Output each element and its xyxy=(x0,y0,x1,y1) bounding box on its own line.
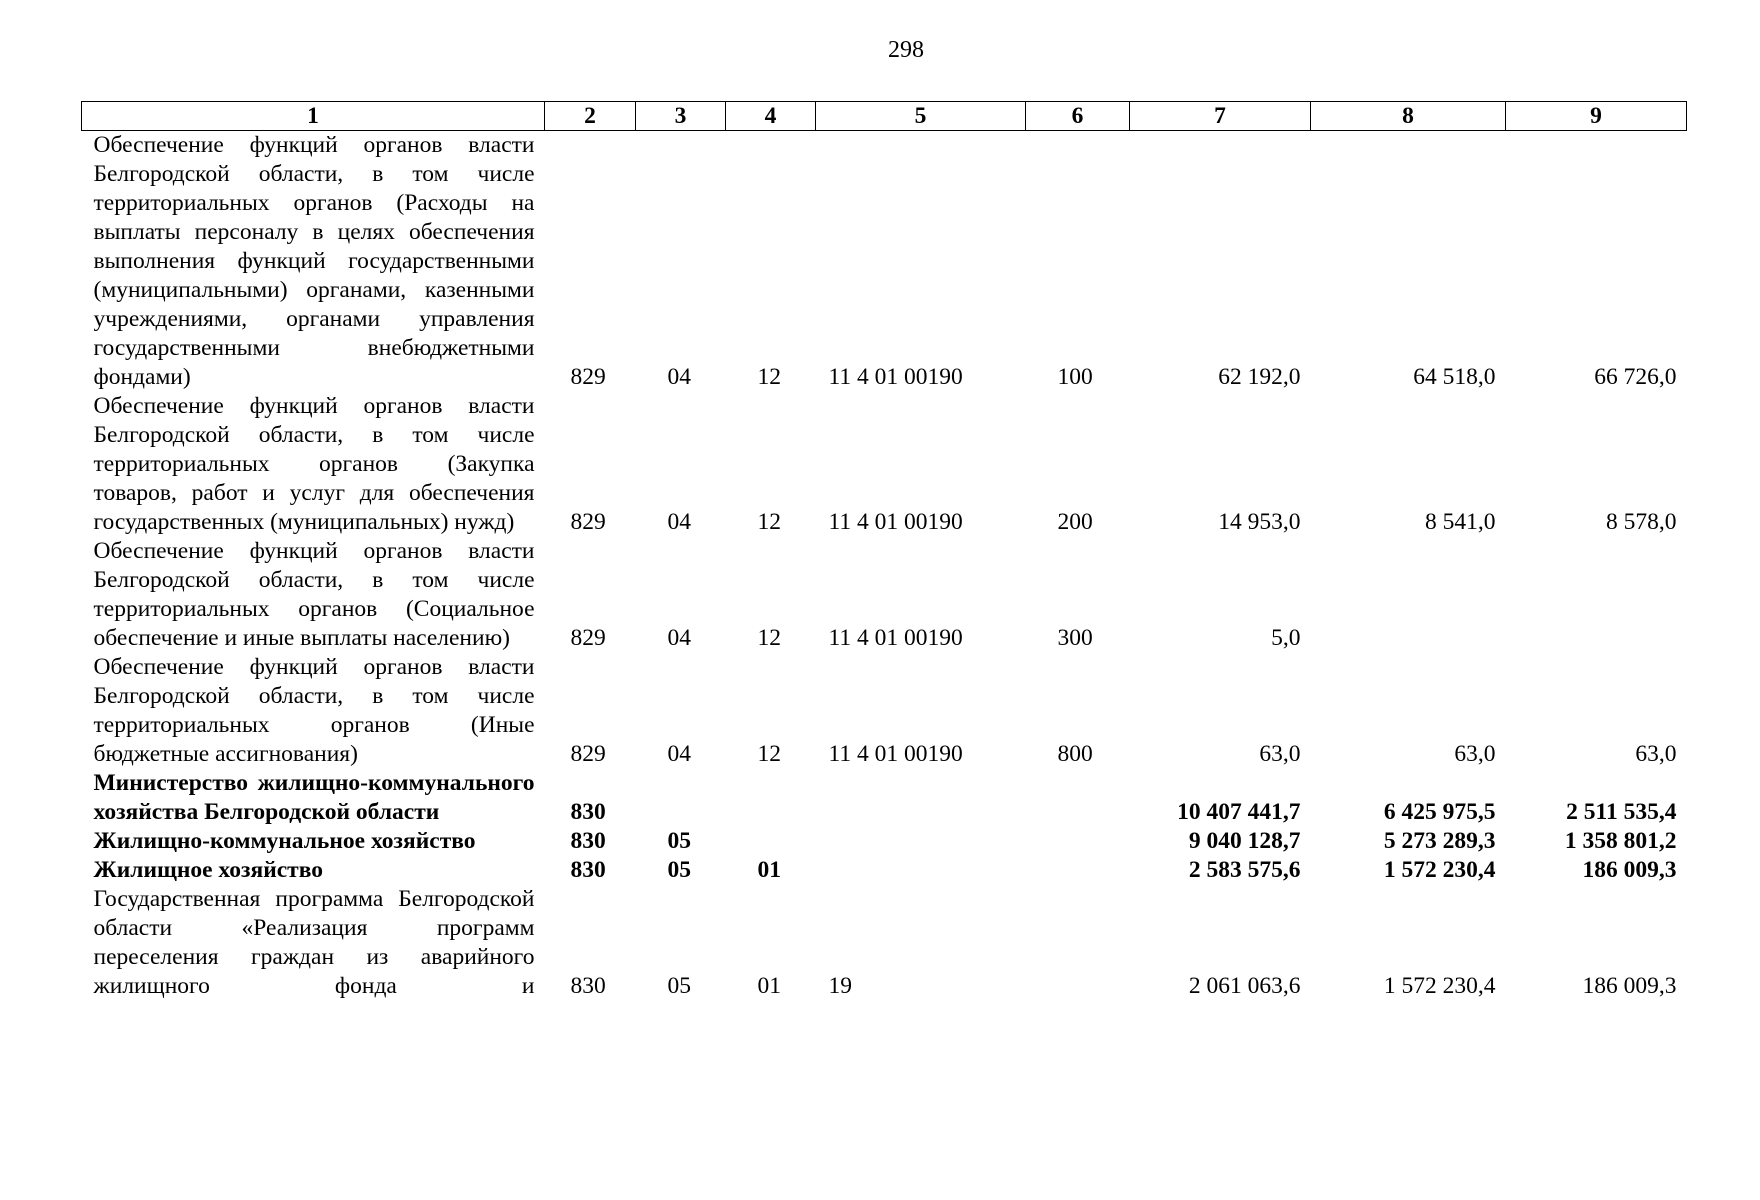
column-header: 7 xyxy=(1130,102,1311,131)
table-row xyxy=(82,392,1687,537)
row-amount-year-3: 2 511 535,4 xyxy=(1566,799,1677,825)
row-name: Обеспечение функций органов власти Белгородской области, в том числе территориальных органов (Расходы на выплаты персоналу в целях обеспечения выполнения функций государственными (муниципальными) органами, казенными учреждениями, органами управления государственными внебюджетными фондами) xyxy=(93,132,535,390)
row-amount-year-3: 1 358 801,2 xyxy=(1564,828,1677,854)
row-amount-year-2: 5 273 289,3 xyxy=(1383,828,1496,854)
table-row xyxy=(82,653,1687,769)
table-row xyxy=(82,856,1687,885)
column-header: 2 xyxy=(545,102,636,131)
row-expense-type-code: 200 xyxy=(1057,509,1093,535)
row-name: Министерство жилищно-коммунального хозяйства Белгородской области xyxy=(93,770,535,825)
row-amount-year-2: 8 541,0 xyxy=(1425,509,1496,535)
row-expense-type-code xyxy=(1026,885,1130,1001)
row-section-code xyxy=(636,769,726,827)
column-header: 5 xyxy=(816,102,1026,131)
row-target-code: 11 4 01 00190 xyxy=(828,741,963,767)
row-name: Обеспечение функций органов власти Белгородской области, в том числе территориальных органов (Социальное обеспечение и иные выплаты населению) xyxy=(93,538,535,651)
row-target-code: 11 4 01 00190 xyxy=(828,509,963,535)
row-target-code: 11 4 01 00190 xyxy=(828,625,963,651)
row-amount-year-2: 1 572 230,4 xyxy=(1383,973,1496,999)
row-ved-code: 829 xyxy=(570,364,606,390)
row-subsection-code xyxy=(726,827,816,856)
row-section-code: 05 xyxy=(667,973,691,999)
row-amount-year-3 xyxy=(1506,537,1687,653)
row-subsection-code: 12 xyxy=(757,625,781,651)
row-name: Обеспечение функций органов власти Белгородской области, в том числе территориальных органов (Иные бюджетные ассигнования) xyxy=(93,654,535,767)
row-subsection-code: 01 xyxy=(757,857,781,883)
row-target-code xyxy=(816,827,1026,856)
row-subsection-code: 12 xyxy=(757,364,781,390)
row-expense-type-code xyxy=(1026,769,1130,827)
page-number: 298 xyxy=(888,37,924,63)
row-expense-type-code xyxy=(1026,827,1130,856)
row-target-code xyxy=(816,856,1026,885)
table-row xyxy=(82,769,1687,827)
table-row xyxy=(82,885,1687,1001)
row-expense-type-code: 800 xyxy=(1057,741,1093,767)
row-subsection-code: 12 xyxy=(757,509,781,535)
row-amount-year-1: 63,0 xyxy=(1259,741,1301,767)
row-amount-year-1: 10 407 441,7 xyxy=(1177,799,1301,825)
row-name: Государственная программа Белгородской области «Реализация программ переселения граждан из аварийного жилищного фонда и xyxy=(93,886,535,999)
row-ved-code: 829 xyxy=(570,741,606,767)
table-body xyxy=(82,131,1687,1002)
row-expense-type-code: 300 xyxy=(1057,625,1093,651)
row-amount-year-2: 6 425 975,5 xyxy=(1383,799,1496,825)
table-row xyxy=(82,131,1687,393)
row-amount-year-3: 63,0 xyxy=(1635,741,1677,767)
row-amount-year-1: 14 953,0 xyxy=(1218,509,1301,535)
table-row xyxy=(82,537,1687,653)
row-section-code: 04 xyxy=(667,364,691,390)
column-header: 4 xyxy=(726,102,816,131)
budget-table xyxy=(81,101,1687,1001)
row-target-code: 19 xyxy=(828,973,852,999)
row-amount-year-2: 64 518,0 xyxy=(1413,364,1496,390)
row-section-code: 05 xyxy=(667,828,691,854)
row-section-code: 04 xyxy=(667,625,691,651)
row-amount-year-2 xyxy=(1311,537,1506,653)
row-name: Жилищно-коммунальное хозяйство xyxy=(93,828,476,854)
column-header: 6 xyxy=(1026,102,1130,131)
row-amount-year-1: 62 192,0 xyxy=(1218,364,1301,390)
row-amount-year-2: 63,0 xyxy=(1454,741,1496,767)
row-amount-year-2: 1 572 230,4 xyxy=(1383,857,1496,883)
row-ved-code: 829 xyxy=(570,625,606,651)
row-amount-year-1: 9 040 128,7 xyxy=(1188,828,1301,854)
table-row xyxy=(82,827,1687,856)
row-section-code: 04 xyxy=(667,509,691,535)
column-header: 1 xyxy=(82,102,545,131)
column-header: 9 xyxy=(1506,102,1687,131)
row-amount-year-3: 186 009,3 xyxy=(1582,973,1677,999)
row-amount-year-3: 186 009,3 xyxy=(1582,857,1677,883)
row-expense-type-code xyxy=(1026,856,1130,885)
row-name: Жилищное хозяйство xyxy=(93,857,323,883)
row-ved-code: 830 xyxy=(570,857,606,883)
row-amount-year-3: 8 578,0 xyxy=(1606,509,1677,535)
row-amount-year-1: 5,0 xyxy=(1271,625,1301,651)
row-ved-code: 830 xyxy=(570,973,606,999)
row-subsection-code: 12 xyxy=(757,741,781,767)
row-amount-year-3: 66 726,0 xyxy=(1594,364,1677,390)
row-ved-code: 830 xyxy=(570,828,606,854)
row-section-code: 04 xyxy=(667,741,691,767)
row-target-code xyxy=(816,769,1026,827)
row-amount-year-1: 2 583 575,6 xyxy=(1188,857,1301,883)
row-target-code: 11 4 01 00190 xyxy=(828,364,963,390)
row-expense-type-code: 100 xyxy=(1057,364,1093,390)
row-subsection-code xyxy=(726,769,816,827)
row-section-code: 05 xyxy=(667,857,691,883)
row-name: Обеспечение функций органов власти Белгородской области, в том числе территориальных органов (Закупка товаров, работ и услуг для обеспечения государственных (муниципальных) нужд) xyxy=(93,393,535,535)
row-subsection-code: 01 xyxy=(757,973,781,999)
row-ved-code: 830 xyxy=(570,799,606,825)
column-header: 8 xyxy=(1311,102,1506,131)
column-header: 3 xyxy=(636,102,726,131)
table-header-row xyxy=(82,102,1687,131)
row-amount-year-1: 2 061 063,6 xyxy=(1188,973,1301,999)
row-ved-code: 829 xyxy=(570,509,606,535)
